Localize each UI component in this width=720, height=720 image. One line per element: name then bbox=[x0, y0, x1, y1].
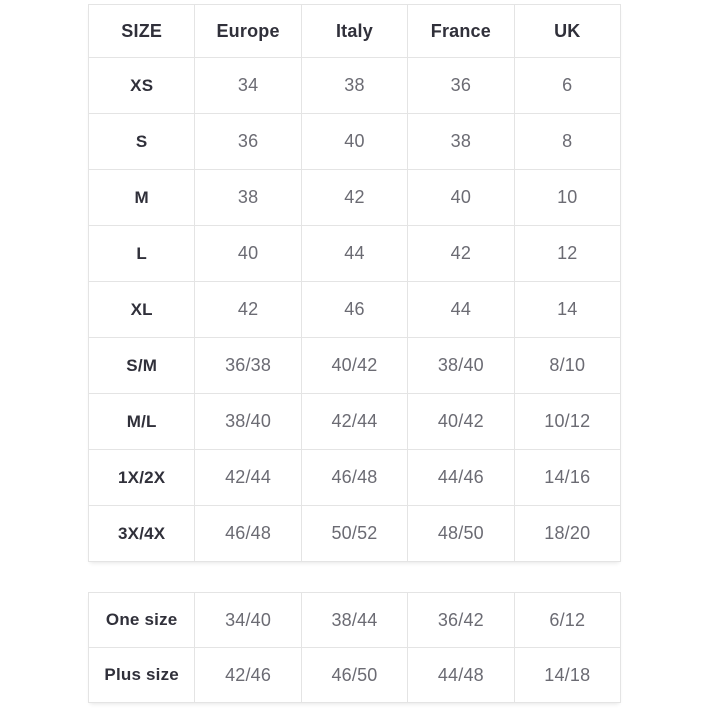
value-cell-uk: 10/12 bbox=[514, 394, 620, 450]
value-cell-france: 44/46 bbox=[408, 450, 514, 506]
size-table-body bbox=[89, 58, 621, 562]
size-label-cell: S/M bbox=[89, 338, 195, 394]
value-cell-italy: 50/52 bbox=[301, 506, 407, 562]
table-row-one-size bbox=[89, 593, 621, 648]
size-table-header bbox=[89, 5, 621, 58]
value-cell-italy: 46/50 bbox=[301, 648, 407, 703]
value-cell-italy: 42/44 bbox=[301, 394, 407, 450]
value-cell-italy: 46 bbox=[301, 282, 407, 338]
size-label-cell: XS bbox=[89, 58, 195, 114]
value-cell-europe: 36 bbox=[195, 114, 301, 170]
table-row-plus-size bbox=[89, 648, 621, 703]
size-label-cell: 3X/4X bbox=[89, 506, 195, 562]
value-cell-europe: 38 bbox=[195, 170, 301, 226]
value-cell-france: 40/42 bbox=[408, 394, 514, 450]
table-row-l bbox=[89, 226, 621, 282]
value-cell-europe: 46/48 bbox=[195, 506, 301, 562]
header-row bbox=[89, 5, 621, 58]
value-cell-europe: 34 bbox=[195, 58, 301, 114]
value-cell-europe: 42/46 bbox=[195, 648, 301, 703]
column-header-uk: UK bbox=[514, 5, 620, 58]
size-label-cell: One size bbox=[89, 593, 195, 648]
value-cell-europe: 42/44 bbox=[195, 450, 301, 506]
value-cell-italy: 40/42 bbox=[301, 338, 407, 394]
value-cell-uk: 14 bbox=[514, 282, 620, 338]
column-header-france: France bbox=[408, 5, 514, 58]
value-cell-europe: 42 bbox=[195, 282, 301, 338]
value-cell-europe: 34/40 bbox=[195, 593, 301, 648]
value-cell-italy: 38 bbox=[301, 58, 407, 114]
table-row-1x2x bbox=[89, 450, 621, 506]
value-cell-uk: 18/20 bbox=[514, 506, 620, 562]
value-cell-france: 38/40 bbox=[408, 338, 514, 394]
value-cell-france: 36 bbox=[408, 58, 514, 114]
value-cell-europe: 38/40 bbox=[195, 394, 301, 450]
value-cell-uk: 8/10 bbox=[514, 338, 620, 394]
column-header-italy: Italy bbox=[301, 5, 407, 58]
table-row-xs bbox=[89, 58, 621, 114]
size-label-cell: Plus size bbox=[89, 648, 195, 703]
column-header-europe: Europe bbox=[195, 5, 301, 58]
size-label-cell: S bbox=[89, 114, 195, 170]
table-row-sm bbox=[89, 338, 621, 394]
table-row-3x4x bbox=[89, 506, 621, 562]
value-cell-uk: 6 bbox=[514, 58, 620, 114]
main-size-table-container bbox=[88, 0, 621, 562]
extra-size-table bbox=[88, 592, 621, 703]
value-cell-uk: 6/12 bbox=[514, 593, 620, 648]
size-label-cell: M/L bbox=[89, 394, 195, 450]
table-row-m bbox=[89, 170, 621, 226]
value-cell-france: 44 bbox=[408, 282, 514, 338]
value-cell-france: 44/48 bbox=[408, 648, 514, 703]
value-cell-uk: 14/16 bbox=[514, 450, 620, 506]
value-cell-italy: 42 bbox=[301, 170, 407, 226]
value-cell-france: 40 bbox=[408, 170, 514, 226]
table-row-xl bbox=[89, 282, 621, 338]
value-cell-italy: 44 bbox=[301, 226, 407, 282]
value-cell-france: 38 bbox=[408, 114, 514, 170]
value-cell-italy: 46/48 bbox=[301, 450, 407, 506]
size-label-cell: XL bbox=[89, 282, 195, 338]
size-label-cell: M bbox=[89, 170, 195, 226]
size-label-cell: L bbox=[89, 226, 195, 282]
value-cell-uk: 10 bbox=[514, 170, 620, 226]
table-row-s bbox=[89, 114, 621, 170]
value-cell-france: 36/42 bbox=[408, 593, 514, 648]
value-cell-uk: 12 bbox=[514, 226, 620, 282]
value-cell-italy: 38/44 bbox=[301, 593, 407, 648]
value-cell-france: 48/50 bbox=[408, 506, 514, 562]
value-cell-uk: 14/18 bbox=[514, 648, 620, 703]
table-row-ml bbox=[89, 394, 621, 450]
extra-size-table-container bbox=[88, 592, 621, 703]
extra-size-table-body bbox=[89, 593, 621, 703]
value-cell-italy: 40 bbox=[301, 114, 407, 170]
column-header-size: SIZE bbox=[89, 5, 195, 58]
value-cell-france: 42 bbox=[408, 226, 514, 282]
main-size-table bbox=[88, 4, 621, 562]
value-cell-europe: 36/38 bbox=[195, 338, 301, 394]
value-cell-europe: 40 bbox=[195, 226, 301, 282]
value-cell-uk: 8 bbox=[514, 114, 620, 170]
size-label-cell: 1X/2X bbox=[89, 450, 195, 506]
